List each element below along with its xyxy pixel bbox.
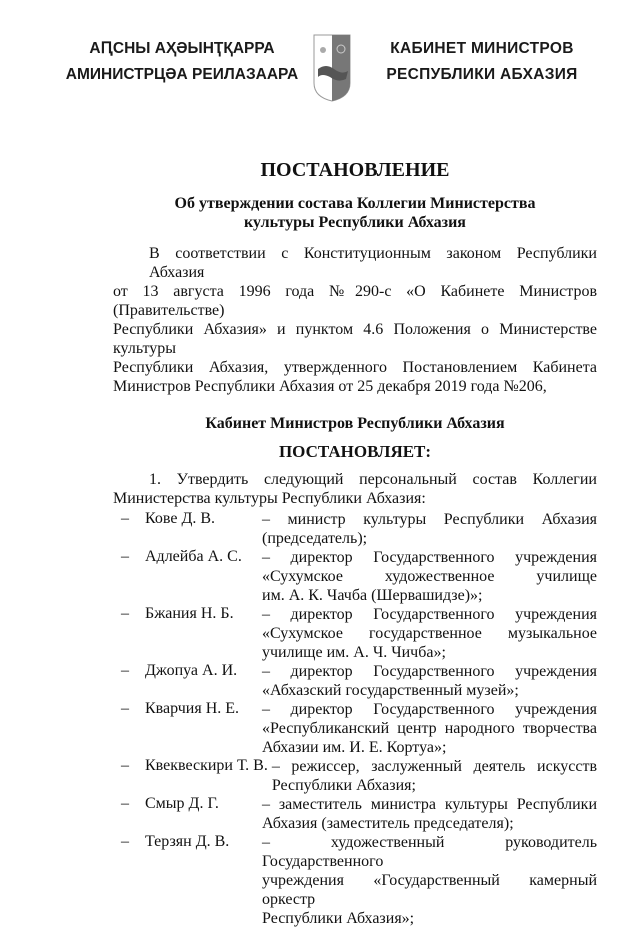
member-role-line: – директор Государственного учреждения (262, 549, 597, 566)
header-right-line: РЕСПУБЛИКИ АБХАЗИЯ (386, 66, 578, 83)
item-1-line: Министерства культуры Республики Абхазия: (113, 490, 426, 507)
member-row (113, 605, 597, 662)
preamble (113, 244, 597, 396)
member-role-line: учреждения «Государственный камерный оркестр (262, 872, 597, 908)
subtitle-line: культуры Республики Абхазия (244, 214, 466, 231)
list-dash: – (121, 662, 129, 679)
member-name: Кварчия Н. Е. (145, 700, 240, 717)
member-role-line: Абхазия (заместитель председателя); (262, 815, 514, 832)
member-row (113, 795, 597, 833)
member-name: Кове Д. В. (145, 510, 216, 527)
preamble-line: от 13 августа 1996 года №290-с «О Кабинете Министров (Правительстве) (113, 283, 597, 319)
member-role-line: «Республиканский центр народного творчества (262, 720, 597, 737)
document-subtitle (113, 194, 597, 232)
document-body (113, 0, 597, 928)
member-role (262, 795, 597, 833)
list-dash: – (121, 548, 129, 565)
header-left-line: АМИНИСТРЦӘА РЕИЛАЗААРА (65, 66, 299, 83)
member-row (113, 833, 597, 928)
resolves-heading: ПОСТАНОВЛЯЕТ: (278, 442, 432, 461)
member-role-line: Республики Абхазия»; (262, 910, 415, 927)
member-role (272, 757, 597, 795)
member-row (113, 757, 597, 795)
preamble-line: В соответствии с Конституционным законом Республики Абхазия (149, 245, 597, 281)
subtitle-line: Об утверждении состава Коллегии Министерства (174, 195, 536, 212)
member-role-line: – заместитель министра культуры Республики (262, 796, 597, 813)
member-role-line: «Сухумское художественное училище (262, 568, 597, 585)
member-name: Джопуа А. И. (145, 662, 238, 679)
issuer: Кабинет Министров Республики Абхазия (205, 415, 505, 432)
list-dash: – (121, 757, 129, 774)
member-name: Адлейба А. С. (145, 548, 242, 565)
member-role-line: – режиссер, заслуженный деятель искусств (271, 758, 597, 775)
item-1-line: 1. Утвердить следующий персональный состав Коллегии (149, 471, 597, 488)
preamble-line: Республики Абхазия» и пунктом 4.6 Положения о Министерстве культуры (113, 321, 597, 357)
member-role-line: училище им. А. Ч. Чичба»; (262, 644, 446, 661)
member-role (262, 833, 597, 928)
member-row (113, 548, 597, 605)
member-role-line: – художественный руководитель Государственного (262, 834, 597, 870)
document-title: ПОСТАНОВЛЕНИЕ (260, 159, 450, 181)
member-name: Бжания Н. Б. (145, 605, 234, 622)
member-role (262, 510, 597, 548)
member-name: Квеквескири Т. В. (145, 757, 268, 774)
item-1 (113, 470, 597, 508)
header-left-line: АԤСНЫ АҲӘЫНҬҚАРРА (89, 40, 275, 57)
member-role (262, 700, 597, 757)
member-role (262, 662, 597, 700)
member-role (262, 605, 597, 662)
member-name: Терзян Д. В. (145, 833, 230, 850)
member-role-line: (председатель); (262, 530, 368, 547)
member-role-line: «Абхазский государственный музей»; (262, 682, 519, 699)
member-row (113, 662, 597, 700)
list-dash: – (121, 510, 129, 527)
list-dash: – (121, 605, 129, 622)
members-list (113, 510, 597, 928)
list-dash: – (121, 700, 129, 717)
member-role-line: – директор Государственного учреждения (262, 606, 597, 623)
member-role-line: им. А. К. Чачба (Шервашидзе)»; (262, 587, 483, 604)
member-role-line: – директор Государственного учреждения (262, 701, 597, 718)
preamble-line: Республики Абхазия, утвержденного Постановлением Кабинета (113, 359, 597, 376)
member-role-line: Абхазии им. И. Е. Кортуа»; (262, 739, 447, 756)
member-role-line: – директор Государственного учреждения (262, 663, 597, 680)
preamble-line: Министров Республики Абхазия от 25 декабря 2019 года №206, (113, 378, 547, 395)
member-row (113, 510, 597, 548)
member-role-line: – министр культуры Республики Абхазия (262, 511, 597, 528)
header-right-line: КАБИНЕТ МИНИСТРОВ (390, 40, 574, 57)
member-name: Смыр Д. Г. (145, 795, 219, 812)
list-dash: – (121, 795, 129, 812)
list-dash: – (121, 833, 129, 850)
member-row (113, 700, 597, 757)
member-role-line: «Сухумское государственное музыкальное (262, 625, 597, 642)
member-role-line: Республики Абхазия; (271, 777, 416, 794)
member-role (262, 548, 597, 605)
